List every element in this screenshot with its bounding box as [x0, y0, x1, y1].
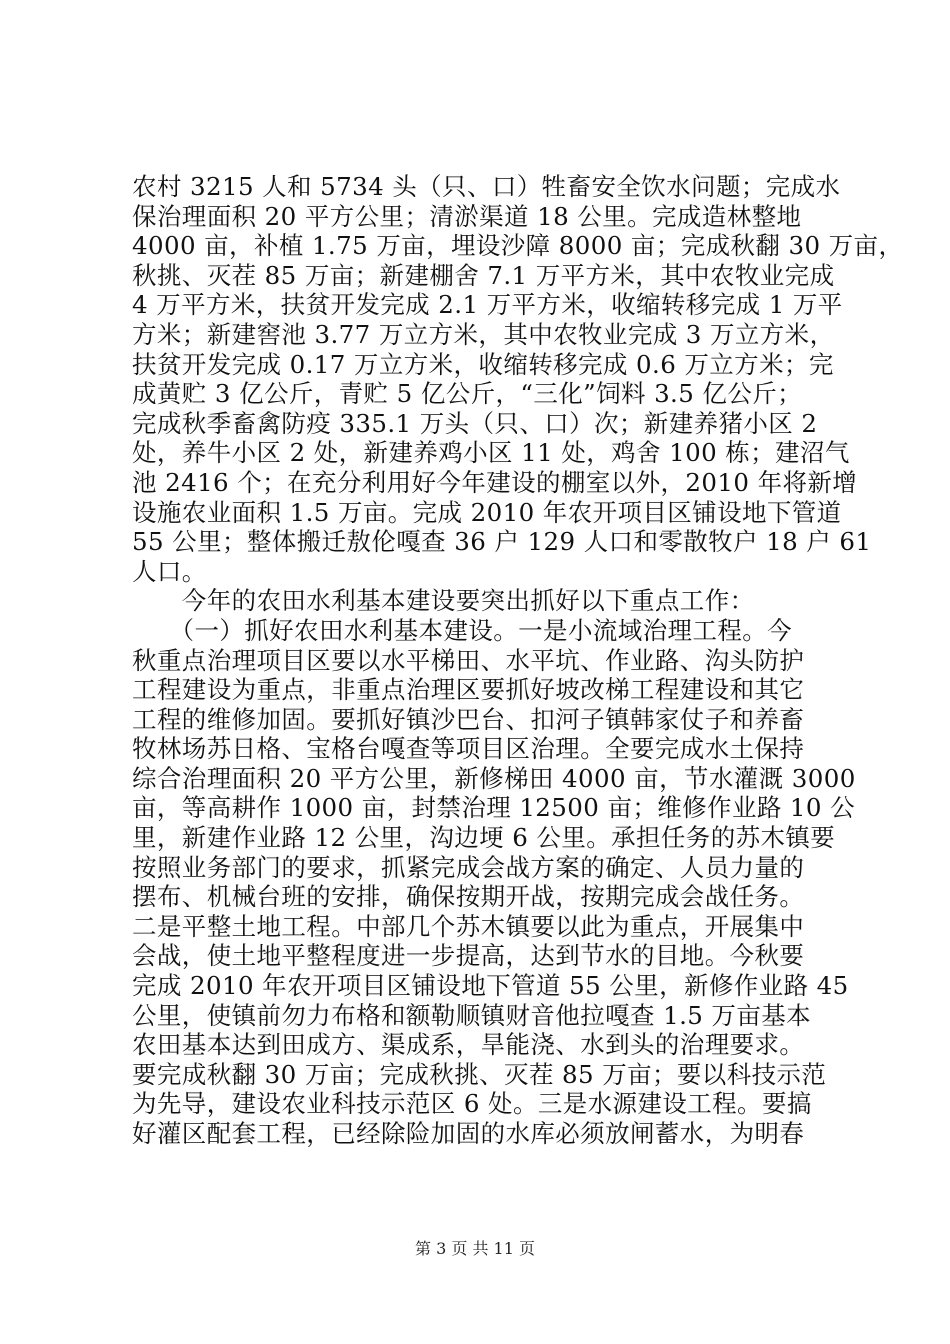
text-line: 为先导，建设农业科技示范区 6 处。三是水源建设工程。要搞: [132, 1089, 812, 1119]
text-line: 会战，使土地平整程度进一步提高，达到节水的目地。今秋要: [132, 941, 805, 971]
text-line: 里，新建作业路 12 公里，沟边埂 6 公里。承担任务的苏木镇要: [132, 823, 836, 853]
text-line: （一）抓好农田水利基本建设。一是小流域治理工程。今: [132, 615, 793, 645]
text-line: 秋挑、灭茬 85 万亩；新建棚舍 7.1 万平方米，其中农牧业完成: [132, 260, 835, 290]
text-line: 公里，使镇前勿力布格和额勒顺镇财音他拉嘎查 1.5 万亩基本: [132, 1000, 812, 1030]
text-line: 处，养牛小区 2 处，新建养鸡小区 11 处，鸡舍 100 栋；建沼气: [132, 438, 850, 468]
text-line: 秋重点治理项目区要以水平梯田、水平坑、作业路、沟头防护: [132, 645, 805, 675]
body-text: [132, 172, 904, 1149]
text-line: 二是平整土地工程。中部几个苏木镇要以此为重点，开展集中: [132, 911, 805, 941]
text-line: 亩，等高耕作 1000 亩，封禁治理 12500 亩；维修作业路 10 公: [132, 793, 855, 823]
text-line: 要完成秋翻 30 万亩；完成秋挑、灭茬 85 万亩；要以科技示范: [132, 1059, 827, 1089]
page-footer: 第 3 页 共 11 页: [415, 1239, 535, 1258]
text-line: 保治理面积 20 平方公里；清淤渠道 18 公里。完成造林整地: [132, 201, 802, 231]
text-line: 好灌区配套工程，已经除险加固的水库必须放闸蓄水，为明春: [132, 1119, 805, 1148]
text-line: 55 公里；整体搬迁敖伦嘎查 36 户 129 人口和零散牧户 18 户 61: [132, 527, 872, 557]
text-line: 成黄贮 3 亿公斤，青贮 5 亿公斤，“三化”饲料 3.5 亿公斤；: [132, 379, 803, 409]
text-line: 4 万平方米，扶贫开发完成 2.1 万平方米，收缩转移完成 1 万平: [132, 290, 843, 320]
text-line: 完成 2010 年农开项目区铺设地下管道 55 公里，新修作业路 45: [132, 971, 849, 1001]
text-line: 池 2416 个；在充分利用好今年建设的棚室以外，2010 年将新增: [132, 467, 858, 497]
text-line: 今年的农田水利基本建设要突出抓好以下重点工作：: [132, 586, 755, 616]
text-line: 工程的维修加固。要抓好镇沙巴台、扣河子镇韩家仗子和养畜: [132, 704, 805, 734]
text-line: 农村 3215 人和 5734 头（只、口）牲畜安全饮水问题；完成水: [132, 172, 841, 201]
text-line: 农田基本达到田成方、渠成系，旱能浇、水到头的治理要求。: [132, 1030, 805, 1060]
text-line: 工程建设为重点，非重点治理区要抓好坡改梯工程建设和其它: [132, 675, 805, 705]
text-line: 摆布、机械台班的安排，确保按期开战，按期完成会战任务。: [132, 882, 805, 912]
text-line: 完成秋季畜禽防疫 335.1 万头（只、口）次；新建养猪小区 2: [132, 408, 818, 438]
text-line: 综合治理面积 20 平方公里，新修梯田 4000 亩，节水灌溉 3000: [132, 763, 856, 793]
text-line: 设施农业面积 1.5 万亩。完成 2010 年农开项目区铺设地下管道: [132, 497, 842, 527]
text-line: 方米；新建窖池 3.77 万立方米，其中农牧业完成 3 万立方米，: [132, 319, 835, 349]
text-line: 4000 亩，补植 1.75 万亩，埋设沙障 8000 亩；完成秋翻 30 万亩，: [132, 231, 904, 261]
text-line: 扶贫开发完成 0.17 万立方米，收缩转移完成 0.6 万立方米；完: [132, 349, 834, 379]
text-line: 牧林场苏日格、宝格台嘎查等项目区治理。全要完成水土保持: [132, 734, 805, 764]
text-line: 按照业务部门的要求，抓紧完成会战方案的确定、人员力量的: [132, 852, 805, 882]
text-line: 人口。: [132, 556, 207, 586]
